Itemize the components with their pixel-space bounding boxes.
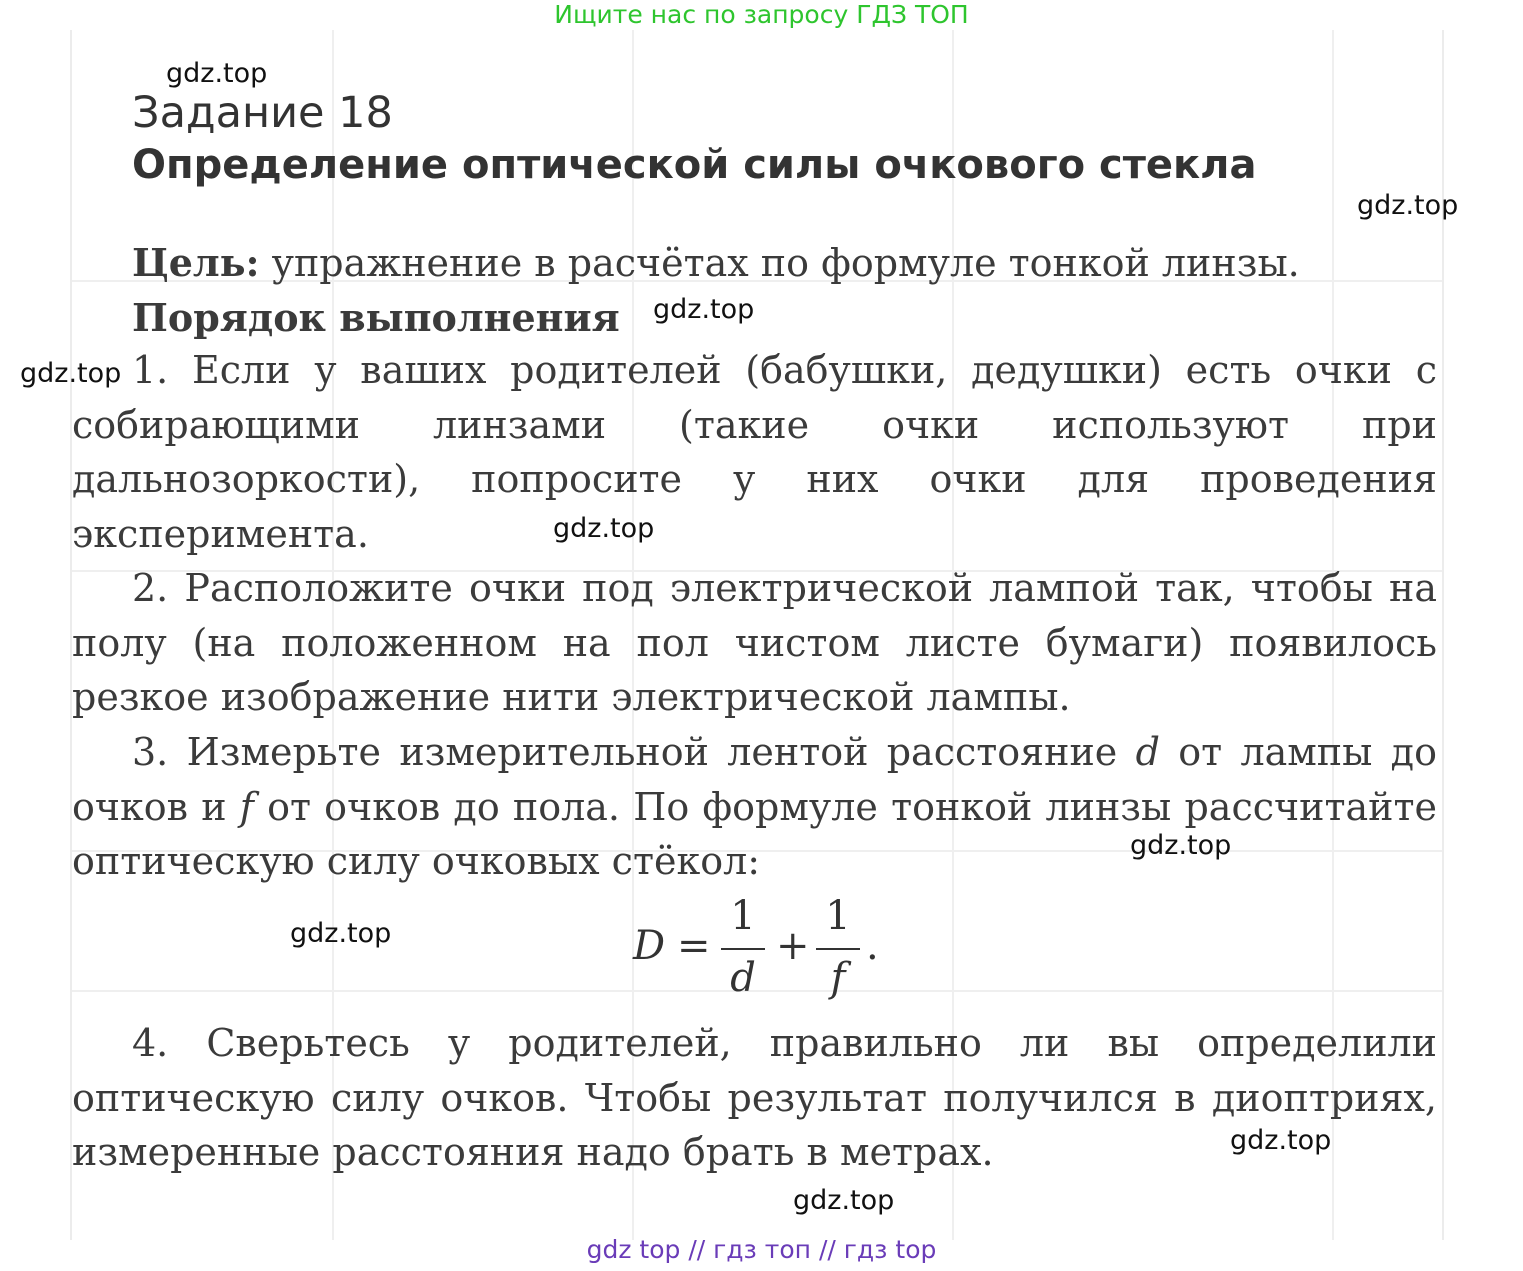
goal-line [132,240,1300,285]
search-banner[interactable]: Ищите нас по запросу ГДЗ ТОП [554,0,969,29]
step-text: от очков до пола. По формуле тонкой линзы рассчитайте оптическую силу очковых стёкол: [72,784,1437,883]
procedure-heading: Порядок выполнения [132,295,620,340]
watermark: gdz.top [20,358,122,389]
step-number: 3. [132,730,169,774]
watermark: gdz.top [653,294,755,325]
numerator: 1 [730,893,756,939]
variable-d: d [1135,730,1160,774]
step-1 [72,343,1437,561]
fraction-bar [816,948,860,950]
denominator: f [830,955,846,1001]
step-text: Измерьте измерительной лентой расстояние [186,730,1118,774]
task-number: Задание 18 [132,88,393,138]
formula-plus: + [776,923,810,969]
step-text: от лампы до очков и [72,730,1437,829]
goal-label: Цель: [132,240,260,285]
watermark: gdz.top [793,1185,895,1216]
formula-period: . [866,923,879,969]
numerator: 1 [825,893,851,939]
formula-equals: = [677,923,711,969]
step-text: Сверьтесь у родителей, правильно ли вы определили оптическую силу очков. Чтобы результат получился в диоптриях, измеренные расстояния надо брать в метрах. [72,1021,1437,1174]
step-number: 4. [132,1021,169,1065]
variable-f: f [239,784,254,829]
watermark: gdz.top [1357,190,1459,221]
formula-lhs: D [633,923,666,969]
watermark: gdz.top [166,58,268,89]
watermark: gdz.top [290,918,392,949]
step-3 [72,725,1437,889]
watermark: gdz.top [553,513,655,544]
step-text: Если у ваших родителей (бабушки, дедушки) есть очки с собирающими линзами (такие очки используют при дальнозоркости), попросите у них очки для проведения эксперимента. [72,348,1437,556]
footer-links[interactable]: gdz top // гдз топ // гдз top [586,1235,937,1264]
fraction-bar [721,948,765,950]
watermark: gdz.top [1230,1125,1332,1156]
task-title: Определение оптической силы очкового стекла [132,142,1257,188]
step-number: 1. [132,348,169,392]
step-2 [72,561,1437,725]
denominator: d [730,955,756,1001]
goal-text: упражнение в расчётах по формуле тонкой линзы. [271,241,1300,285]
watermark: gdz.top [1130,830,1232,861]
step-number: 2. [132,566,169,610]
step-text: Расположите очки под электрической лампой так, чтобы на полу (на положенном на пол чистом листе бумаги) появилось резкое изображение нити электрической лампы. [72,566,1437,719]
